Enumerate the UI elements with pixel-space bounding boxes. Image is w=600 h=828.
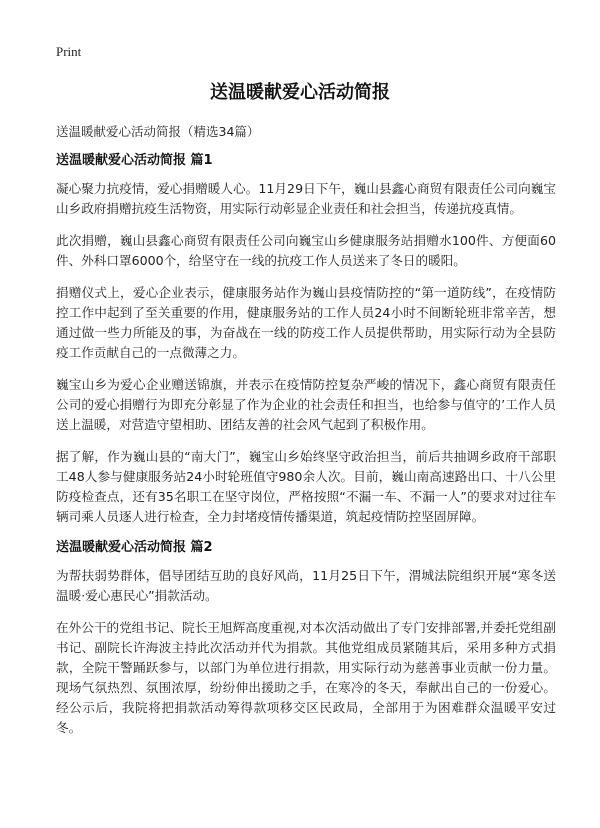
section-1 <box>56 152 556 527</box>
paragraph: 巍宝山乡为爱心企业赠送锦旗，并表示在疫情防控复杂严峻的情况下，鑫心商贸有限责任公司的爱心捐赠行为即充分彰显了作为企业的社会责任和担当，也给参与值守的’工作人员送上温暖，对营造守望相助、团结友善的社会风气起到了积极作用。 <box>56 377 556 432</box>
paragraph: 此次捐赠，巍山县鑫心商贸有限责任公司向巍宝山乡健康服务站捐赠水100件、方便面60件、外科口罩6000个，给坚守在一线的抗疫工作人员送来了冬日的暖阳。 <box>56 233 556 268</box>
page-title: 送温暖献爱心活动简报 <box>210 82 390 103</box>
paragraph: 为帮扶弱势群体，倡导团结互助的良好风尚，11月25日下午，渭城法院组织开展“寒冬送温暖·爱心惠民心”捐款活动。 <box>56 568 556 603</box>
section-heading: 送温暖献爱心活动简报 篇2 <box>56 540 213 555</box>
document-body <box>56 152 556 750</box>
section-heading: 送温暖献爱心活动简报 篇1 <box>56 153 213 168</box>
print-link[interactable]: Print <box>56 44 82 59</box>
paragraph: 据了解，作为巍山县的“南大门”，巍宝山乡始终坚守政治担当，前后共抽调乡政府干部职工48人参与健康服务站24小时轮班值守980余人次。目前，巍山南高速路出口、十八公里防疫检查点，还有35名职工在坚守岗位，严格按照“不漏一车、不漏一人”的要求对过往车辆司乘人员逐人进行检查，全力封堵疫情传播渠道，筑起疫情防控坚固屏障。 <box>56 449 556 524</box>
paragraph: 凝心聚力抗疫情，爱心捐赠暖人心。11月29日下午，巍山县鑫心商贸有限责任公司向巍宝山乡政府捐赠抗疫生活物资，用实际行动彰显企业责任和社会担当，传递抗疫真情。 <box>56 181 556 216</box>
section-2 <box>56 539 556 738</box>
paragraph: 捐赠仪式上，爱心企业表示，健康服务站作为巍山县疫情防控的“第一道防线”，在疫情防控工作中起到了至关重要的作用，健康服务站的工作人员24小时不间断轮班非常辛苦，想通过做一些力所能及的事，为奋战在一线的防疫工作人员提供帮助，用实际行动为全县防疫工作贡献自己的一点微薄之力。 <box>56 285 556 360</box>
document-subtitle: 送温暖献爱心活动简报（精选34篇） <box>56 124 260 139</box>
paragraph: 在外公干的党组书记、院长王旭辉高度重视,对本次活动做出了专门安排部署,并委托党组副书记、副院长许海波主持此次活动并代为捐款。其他党组成员紧随其后，采用多种方式捐款，全院干警踊跃参与，以部门为单位进行捐款，用实际行动为慈善事业贡献一份力量。现场气氛热烈、氛围浓厚，纷纷伸出援助之手，在寒冷的冬天，奉献出自己的一份爱心。经公示后，我院将把捐款活动筹得款项移交区民政局，全部用于为困难群众温暖平安过冬。 <box>56 620 556 735</box>
